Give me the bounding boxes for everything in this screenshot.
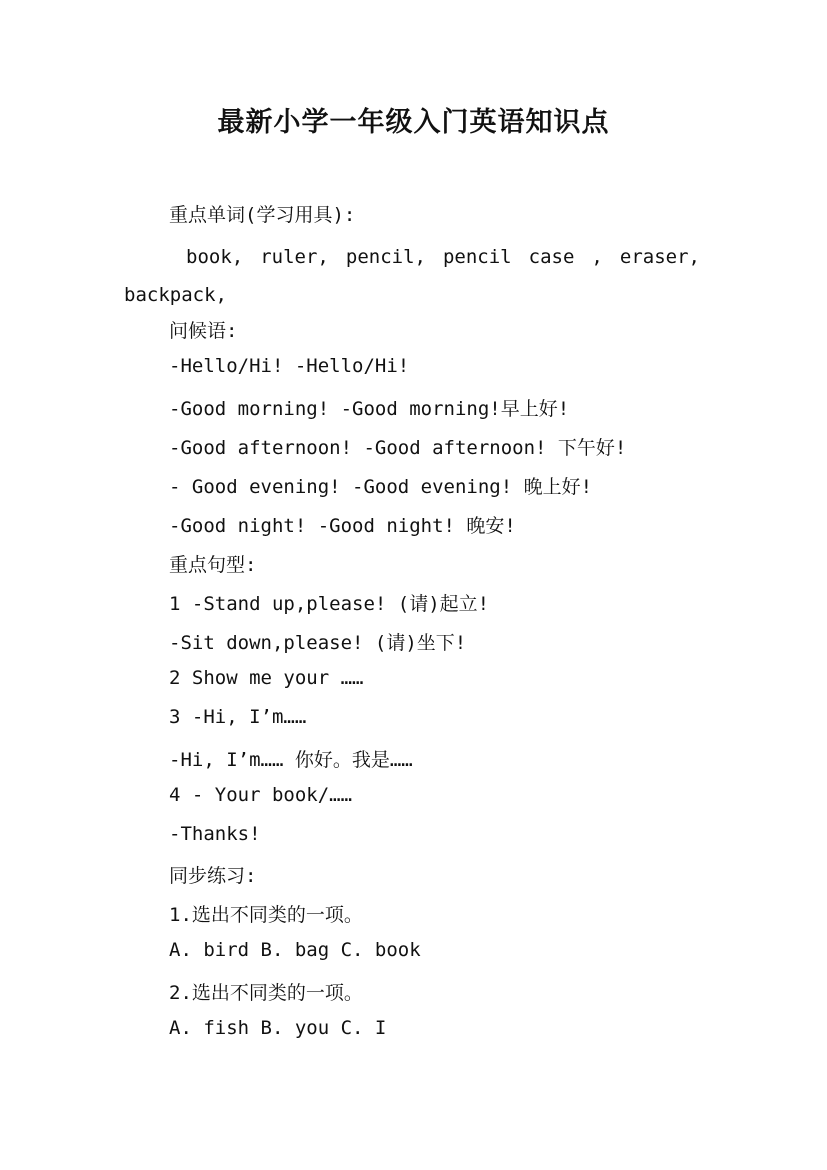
vocab-word: ruler,: [260, 246, 329, 268]
sentence-line: -Hi, I’m…… 你好。我是……: [169, 749, 413, 771]
practice-line: 1.选出不同类的一项。: [169, 904, 363, 926]
sentence-line: -Sit down,please! (请)坐下!: [169, 632, 467, 654]
sentence-line: 1 -Stand up,please! (请)起立!: [169, 593, 490, 615]
vocab-tail: backpack,: [124, 284, 227, 306]
vocab-paragraph: [124, 238, 700, 314]
sentence-line: 2 Show me your ……: [169, 667, 364, 689]
greeting-line: -Good afternoon! -Good afternoon! 下午好!: [169, 437, 627, 459]
vocab-word: book,: [186, 246, 244, 268]
greeting-line: -Good morning! -Good morning!早上好!: [169, 398, 570, 420]
greeting-heading: 问候语:: [169, 320, 238, 342]
greeting-line: -Hello/Hi! -Hello/Hi!: [169, 355, 410, 377]
greeting-line: -Good night! -Good night! 晚安!: [169, 515, 516, 537]
practice-heading: 同步练习:: [169, 865, 257, 887]
document-title: 最新小学一年级入门英语知识点: [217, 107, 610, 138]
sentence-line: 4 - Your book/……: [169, 784, 353, 806]
vocab-word: case: [528, 246, 575, 268]
vocab-heading: 重点单词(学习用具):: [169, 204, 356, 226]
sentence-line: -Thanks!: [169, 823, 261, 845]
practice-line: A. fish B. you C. I: [169, 1017, 387, 1039]
vocab-word: pencil: [442, 246, 512, 268]
sentence-line: 3 -Hi, I’m……: [169, 706, 307, 728]
practice-line: 2.选出不同类的一项。: [169, 982, 363, 1004]
sentence-heading: 重点句型:: [169, 554, 257, 576]
vocab-word: ,: [591, 246, 603, 268]
vocab-line: [124, 238, 700, 276]
practice-line: A. bird B. bag C. book: [169, 939, 421, 961]
vocab-word: pencil,: [345, 246, 426, 268]
vocab-word: eraser,: [619, 246, 700, 268]
greeting-line: - Good evening! -Good evening! 晚上好!: [169, 476, 593, 498]
